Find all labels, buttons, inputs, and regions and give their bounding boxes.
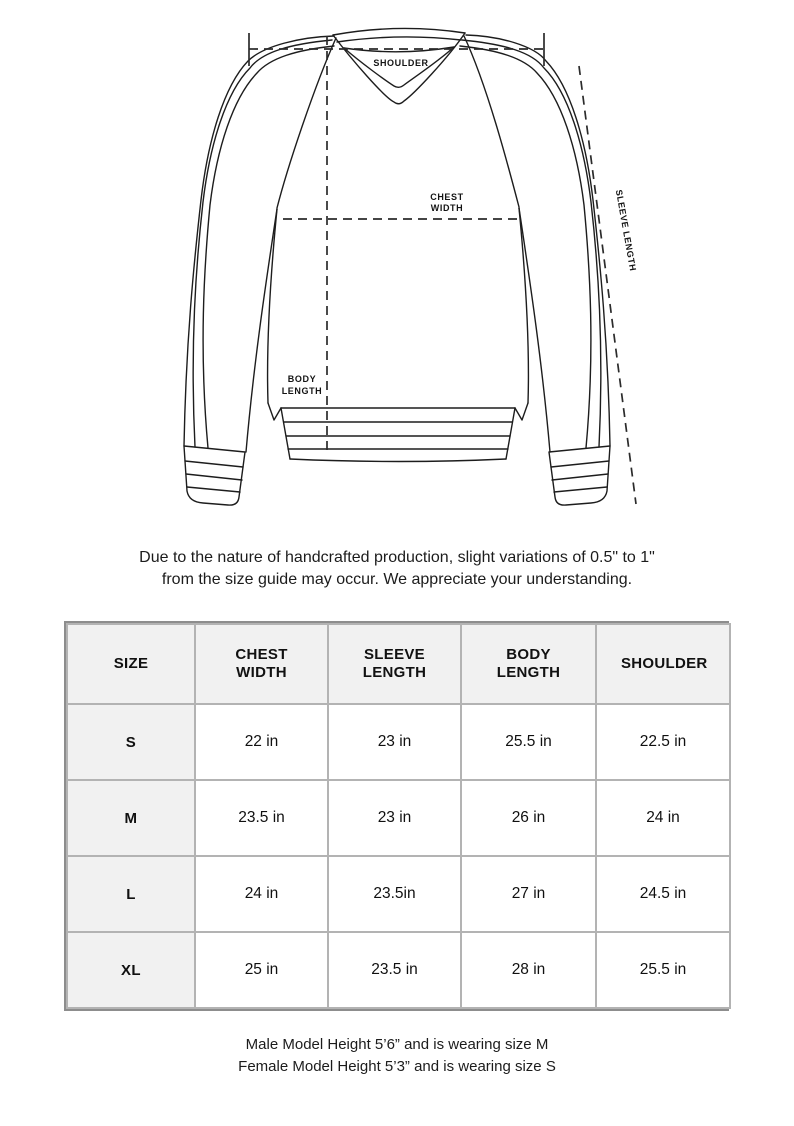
size-chart-table [66,623,731,1009]
male-model-note: Male Model Height 5’6” and is wearing size M [245,1036,549,1053]
chest-width-label-line1: CHEST [430,192,464,202]
female-model-note: Female Model Height 5’3” and is wearing size S [238,1058,556,1075]
chest-width-value-xl: 25 in [195,932,328,1008]
collar-second-edge [337,37,461,42]
table-row-l [67,856,730,932]
diagram-labels [282,58,638,396]
measurement-lines [249,33,639,504]
table-row-s [67,704,730,780]
header-body-length: BODY LENGTH [461,624,596,704]
sleeve-length-value-xl: 23.5 in [328,932,461,1008]
header-size: SIZE [67,624,195,704]
right-sleeve-stripe-1 [462,40,601,447]
right-hem-notch [515,403,528,420]
table-header-row [67,624,730,704]
right-cuff-outline [549,446,610,505]
left-raglan-seam [277,38,336,208]
collar-top-edge [333,28,465,35]
model-info-note [0,1034,794,1078]
waistband-bottom [290,459,506,462]
body-length-value-m: 26 in [461,780,596,856]
header-shoulder: SHOULDER [596,624,730,704]
size-label-s: S [67,704,195,780]
left-hem-notch [268,403,281,420]
body-length-value-s: 25.5 in [461,704,596,780]
chest-width-label-line2: WIDTH [430,203,464,213]
sweater-size-diagram [0,0,794,540]
size-label-xl: XL [67,932,195,1008]
sweater-outline [184,28,610,505]
sleeve-length-value-s: 23 in [328,704,461,780]
right-cuff-rib-lines [551,461,609,492]
waistband-right [506,408,515,459]
production-disclaimer [0,547,794,590]
shoulder-value-s: 22.5 in [596,704,730,780]
sleeve-measure-line [579,66,639,504]
disclaimer-line1: Due to the nature of handcrafted production, slight variations of 0.5" to 1" [139,549,655,566]
shoulder-value-xl: 25.5 in [596,932,730,1008]
body-length-value-xl: 28 in [461,932,596,1008]
table-row-xl [67,932,730,1008]
shoulder-label: SHOULDER [373,58,429,68]
chest-width-value-m: 23.5 in [195,780,328,856]
shoulder-value-m: 24 in [596,780,730,856]
chest-width-value-l: 24 in [195,856,328,932]
right-raglan-seam [464,36,519,207]
disclaimer-line2: from the size guide may occur. We appreciate your understanding. [161,570,633,588]
waistband-left [281,408,290,459]
body-length-label-line2: LENGTH [281,386,323,396]
sleeve-length-value-l: 23.5in [328,856,461,932]
size-label-l: L [67,856,195,932]
waistband-rib-lines [284,422,512,449]
header-sleeve-length: SLEEVE LENGTH [328,624,461,704]
size-chart-container [64,621,729,1011]
header-chest-width: CHEST WIDTH [195,624,328,704]
body-length-value-l: 27 in [461,856,596,932]
sleeve-length-label: SLEEVE LENGTH [613,188,639,273]
vneck-outer [333,33,465,104]
table-row-m [67,780,730,856]
size-label-m: M [67,780,195,856]
chest-width-value-s: 22 in [195,704,328,780]
body-length-label-line1: BODY [287,374,317,384]
left-cuff-rib-lines [185,461,243,492]
sleeve-length-value-m: 23 in [328,780,461,856]
left-cuff-outline [184,446,245,505]
shoulder-value-l: 24.5 in [596,856,730,932]
